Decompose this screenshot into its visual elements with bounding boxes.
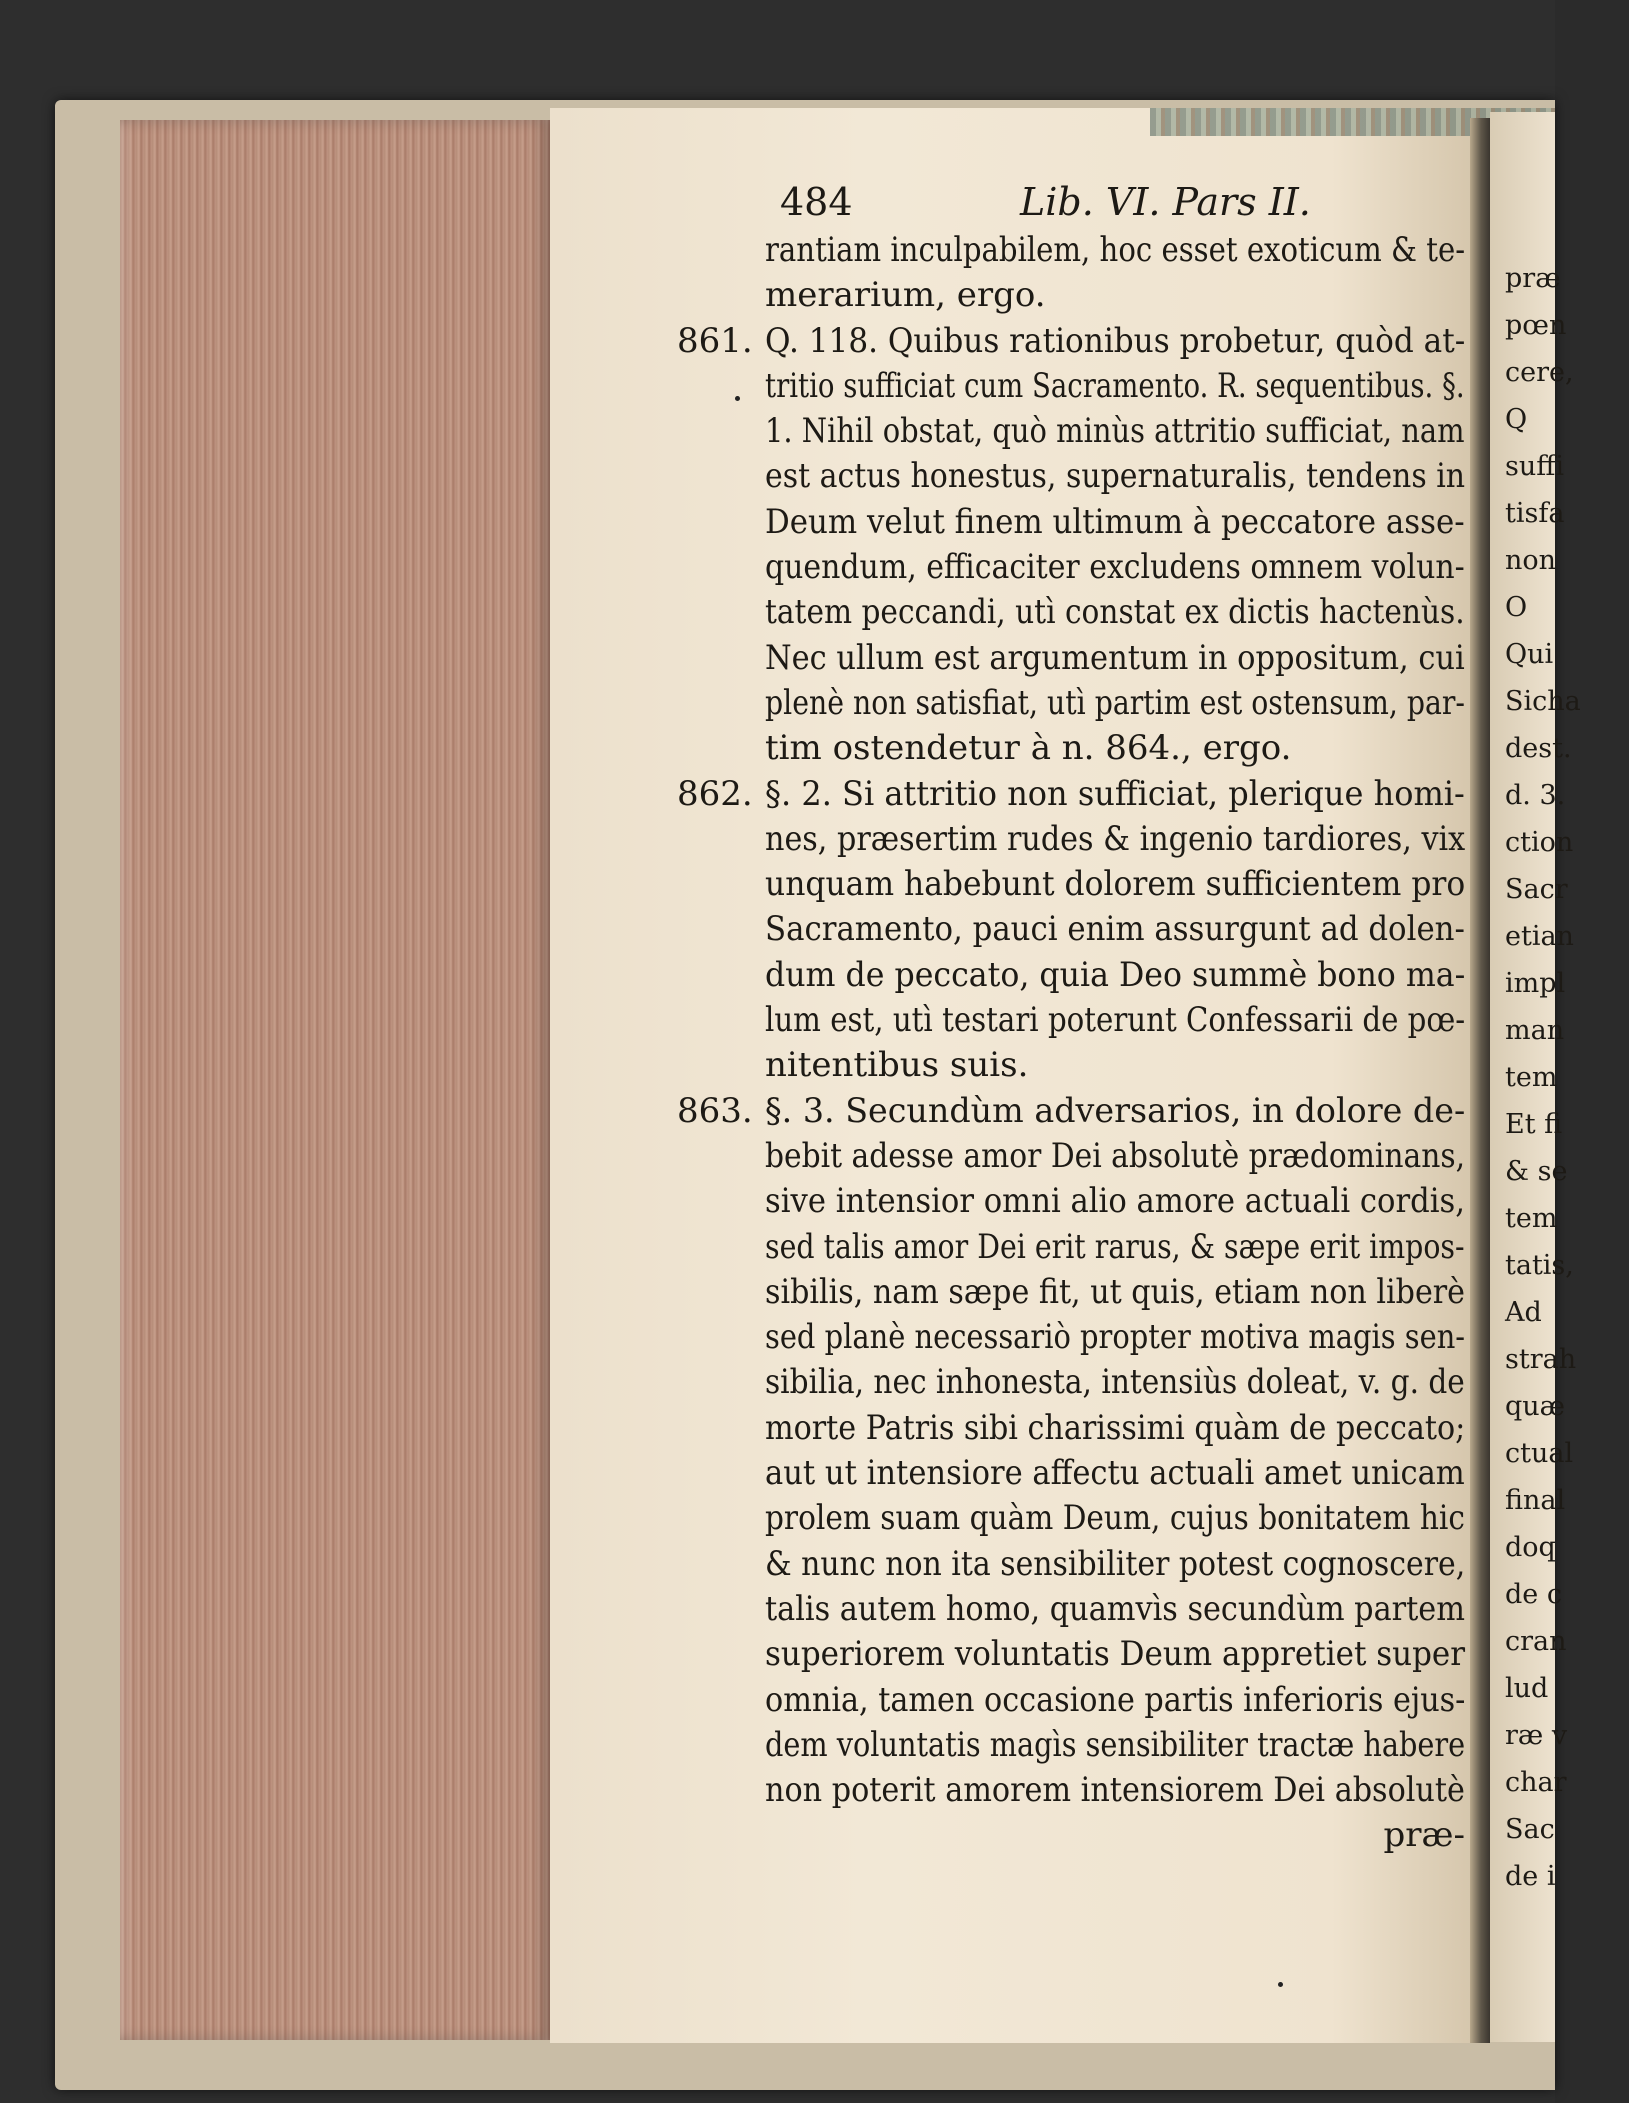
facing-page-fragment: de c [1505, 1579, 1562, 1610]
line-text: dum de peccato, quia Deo summè bono ma- [765, 954, 1466, 995]
facing-page-fragment: tisfa [1505, 498, 1565, 529]
text-line [765, 1043, 1485, 1088]
text-line [765, 1768, 1485, 1813]
line-text: quendum, efficaciter excludens omnem volun- [765, 547, 1465, 588]
text-line [765, 998, 1485, 1043]
facing-page-fragment: de i [1505, 1861, 1556, 1892]
line-text: bebit adesse amor Dei absolutè prædominans, [765, 1135, 1466, 1176]
page-edges [120, 120, 550, 2040]
line-text: Sacramento, pauci enim assurgunt ad dolen- [765, 909, 1465, 950]
facing-page-fragment: Et fi [1505, 1109, 1563, 1140]
line-text: superiorem voluntatis Deum appretiet super [765, 1634, 1466, 1675]
main-text [677, 228, 1485, 1859]
facing-page-fragment: Qui [1505, 639, 1554, 670]
facing-page-fragment: ctual [1505, 1438, 1574, 1469]
facing-page-fragment: Sacr [1505, 874, 1568, 905]
line-text: rantiam inculpabilem, hoc esset exoticum & te- [765, 230, 1466, 270]
facing-page-fragment: etian [1505, 921, 1574, 952]
line-text: tritio sufficiat cum Sacramento. R. sequentibus. §. [765, 365, 1465, 406]
paragraph-number: 863. [677, 1090, 753, 1131]
facing-page-fragment: Sac [1505, 1814, 1555, 1845]
text-line [765, 1270, 1485, 1315]
catchword: præ- [1383, 1815, 1465, 1856]
page-header [780, 180, 1340, 232]
text-line [677, 1089, 1485, 1134]
text-line [765, 1723, 1485, 1768]
line-text: unquam habebunt dolorem sufficientem pro [765, 864, 1466, 905]
text-line [765, 1496, 1485, 1541]
page-number: 484 [780, 180, 853, 224]
line-text: lum est, utì testari poterunt Confessarii de pœ- [765, 1000, 1466, 1041]
line-text: aut ut intensiore affectu actuali amet unicam [765, 1453, 1465, 1494]
line-text: Nec ullum est argumentum in oppositum, cui [765, 637, 1465, 678]
facing-page-fragment: O [1505, 592, 1528, 623]
ink-dot [735, 396, 740, 401]
facing-page-fragment: char [1505, 1767, 1567, 1798]
paragraph-number: 862. [677, 773, 753, 814]
text-line [765, 1360, 1485, 1405]
line-text: sed planè necessariò propter motiva magis sen- [765, 1317, 1466, 1358]
text-line [765, 1632, 1485, 1677]
facing-page-fragment: tem [1505, 1062, 1558, 1093]
text-line [765, 1179, 1485, 1224]
facing-page-fragment: præ [1505, 263, 1561, 294]
text-line [765, 273, 1485, 318]
text-line [765, 364, 1485, 409]
text-line [765, 228, 1485, 273]
line-text: sive intensior omni alio amore actuali cordis, [765, 1181, 1465, 1222]
line-text: Deum velut finem ultimum à peccatore asse- [765, 501, 1465, 542]
facing-page-fragment: Sicha [1505, 686, 1581, 717]
text-line [765, 726, 1485, 771]
facing-page-fragment: d. 3. [1505, 780, 1566, 811]
text-line [765, 545, 1485, 590]
text-line [765, 1587, 1485, 1632]
line-text: 1. Nihil obstat, quò minùs attritio sufficiat, nam [765, 411, 1465, 452]
line-text: merarium, ergo. [765, 275, 1046, 316]
text-line [765, 817, 1485, 862]
text-line [765, 953, 1485, 998]
facing-page-fragment: non [1505, 545, 1557, 576]
line-text: Q. 118. Quibus rationibus probetur, quòd at- [765, 320, 1466, 361]
line-text: sed talis amor Dei erit rarus, & sæpe erit impos- [765, 1226, 1465, 1267]
line-text: prolem suam quàm Deum, cujus bonitatem hic [765, 1498, 1465, 1539]
text-line [765, 907, 1485, 952]
text-line [765, 1315, 1485, 1360]
line-text: dem voluntatis magìs sensibiliter tractæ habere [765, 1724, 1466, 1765]
line-text: plenè non satisfiat, utì partim est ostensum, par- [765, 682, 1465, 723]
facing-page-fragment: cere, [1505, 357, 1574, 388]
text-line [765, 454, 1485, 499]
text-line [765, 1542, 1485, 1587]
ink-dot [1278, 1982, 1283, 1987]
text-line [677, 772, 1485, 817]
facing-page-text [1505, 255, 1581, 1900]
line-text: talis autem homo, quamvìs secundùm partem [765, 1588, 1465, 1629]
text-line [765, 1678, 1485, 1723]
facing-page-fragment: tatis, [1505, 1250, 1574, 1281]
facing-page-fragment: final [1505, 1485, 1566, 1516]
text-line [765, 1225, 1485, 1270]
line-text: §. 2. Si attritio non sufficiat, plerique homi- [765, 773, 1465, 814]
line-text: est actus honestus, supernaturalis, tendens in [765, 456, 1466, 497]
line-text: sibilia, nec inhonesta, intensiùs doleat, v. g. de [765, 1362, 1465, 1403]
paragraph-number: 861. [677, 320, 753, 361]
facing-page-fragment: tem [1505, 1203, 1558, 1234]
text-line [765, 1134, 1485, 1179]
facing-page-fragment: cran [1505, 1626, 1567, 1657]
facing-page-fragment: suffi [1505, 451, 1565, 482]
facing-page-fragment: man [1505, 1015, 1565, 1046]
facing-page-fragment: lud [1505, 1673, 1549, 1704]
facing-page-fragment: dest. [1505, 733, 1572, 764]
text-line [765, 1813, 1485, 1858]
line-text: & nunc non ita sensibiliter potest cognoscere, [765, 1543, 1466, 1584]
line-text: nes, præsertim rudes & ingenio tardiores, vix [765, 818, 1466, 859]
text-line [765, 409, 1485, 454]
text-line [765, 590, 1485, 635]
facing-page-fragment: strah [1505, 1344, 1577, 1375]
line-text: morte Patris sibi charissimi quàm de peccato; [765, 1407, 1466, 1448]
facing-page-fragment: impl [1505, 968, 1566, 999]
facing-page-fragment: pœn [1505, 310, 1567, 341]
text-line [677, 319, 1485, 364]
facing-page-fragment: Ad [1505, 1297, 1542, 1328]
line-text: tatem peccandi, utì constat ex dictis hactenùs. [765, 592, 1465, 633]
line-text: nitentibus suis. [765, 1045, 1029, 1086]
facing-page-fragment: quæ [1505, 1391, 1566, 1422]
line-text: omnia, tamen occasione partis inferioris ejus- [765, 1679, 1466, 1720]
text-line [765, 500, 1485, 545]
text-line [765, 636, 1485, 681]
facing-page-fragment: ction [1505, 827, 1574, 858]
text-line [765, 681, 1485, 726]
line-text: sibilis, nam sæpe fit, ut quis, etiam non liberè [765, 1271, 1466, 1312]
facing-page-fragment: & se [1505, 1156, 1568, 1187]
text-line [765, 1406, 1485, 1451]
facing-page-fragment: doq [1505, 1532, 1556, 1563]
line-text: non poterit amorem intensiorem Dei absolutè [765, 1770, 1465, 1811]
facing-page-fragment: Q [1505, 404, 1528, 435]
text-line [765, 1451, 1485, 1496]
running-title: Lib. VI. Pars II. [1020, 180, 1311, 224]
text-line [765, 862, 1485, 907]
facing-page-fragment: ræ v [1505, 1720, 1568, 1751]
line-text: tim ostendetur à n. 864., ergo. [765, 728, 1292, 769]
line-text: §. 3. Secundùm adversarios, in dolore de- [765, 1090, 1466, 1131]
